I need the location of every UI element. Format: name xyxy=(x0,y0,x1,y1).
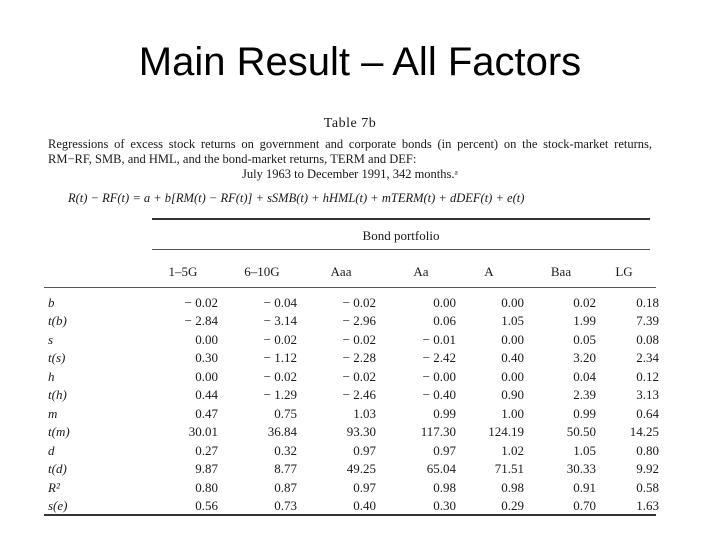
table-cell: 0.12 xyxy=(636,369,659,384)
table-cell: 0.58 xyxy=(636,480,659,495)
table-row xyxy=(44,406,659,421)
table-row xyxy=(44,312,659,328)
table-cell: 0.00 xyxy=(195,332,218,347)
table-cell: 49.25 xyxy=(346,460,376,476)
scanned-table xyxy=(44,116,659,518)
table-cell: 0.80 xyxy=(636,443,659,458)
table-cell: 0.56 xyxy=(195,497,218,513)
table-cell: 0.98 xyxy=(501,480,524,495)
table-cell: − 0.01 xyxy=(422,332,456,347)
table-cell: 0.29 xyxy=(501,497,524,513)
table-cell: 9.87 xyxy=(195,460,218,476)
row-label: m xyxy=(48,406,58,421)
caption-line: July 1963 to December 1991, 342 months.ᵃ xyxy=(242,167,458,181)
table-row xyxy=(44,423,659,439)
table-cell: 0.99 xyxy=(433,406,456,421)
table-cell: − 0.02 xyxy=(342,295,376,310)
column-header: Baa xyxy=(550,264,572,279)
table-cell: 0.40 xyxy=(353,497,376,513)
row-label: s(e) xyxy=(48,497,68,513)
table-cell: − 0.04 xyxy=(263,295,297,310)
group-rule xyxy=(152,249,650,250)
column-header: 1–5G xyxy=(168,264,198,279)
table-cell: − 2.28 xyxy=(342,349,376,365)
table-cell: 0.91 xyxy=(573,480,596,495)
table-cell: 124.19 xyxy=(488,423,524,439)
table-cell: − 0.02 xyxy=(342,332,376,347)
row-label: s xyxy=(48,332,54,347)
table-cell: 0.90 xyxy=(501,386,524,402)
table-row xyxy=(44,497,659,513)
table-cell: 7.39 xyxy=(636,312,659,328)
table-cell: 1.63 xyxy=(636,497,659,513)
column-header: 6–10G xyxy=(244,264,280,279)
table-cell: 0.18 xyxy=(636,295,659,310)
table-cell: − 0.00 xyxy=(422,369,456,384)
table-cell: 0.97 xyxy=(353,480,376,495)
table-cell: 0.02 xyxy=(573,295,596,310)
table-cell: − 2.96 xyxy=(342,312,376,328)
table-caption xyxy=(48,137,652,182)
row-label: t(h) xyxy=(48,386,67,402)
table-cell: 0.64 xyxy=(636,406,659,421)
table-cell: 0.00 xyxy=(501,332,524,347)
table-cell: 0.30 xyxy=(433,497,456,513)
table-cell: − 0.40 xyxy=(422,386,456,402)
column-header-row xyxy=(44,264,656,279)
table-cell: 1.00 xyxy=(501,406,524,421)
table-cell: 8.77 xyxy=(274,460,297,476)
column-header: LG xyxy=(615,264,633,279)
table-row xyxy=(44,460,659,476)
table-cell: 0.40 xyxy=(501,349,524,365)
table-row xyxy=(44,349,659,365)
table-row xyxy=(44,369,659,384)
table-cell: 1.03 xyxy=(353,406,376,421)
column-header: A xyxy=(484,264,494,279)
table-cell: 0.27 xyxy=(195,443,218,458)
top-rule xyxy=(152,218,650,220)
table-cell: 93.30 xyxy=(346,423,376,439)
table-cell: − 1.29 xyxy=(263,386,297,402)
table-cell: 0.97 xyxy=(433,443,456,458)
bottom-rule xyxy=(44,514,656,516)
table-cell: 3.20 xyxy=(573,349,596,365)
table-cell: 0.98 xyxy=(433,480,456,495)
table-cell: 0.47 xyxy=(195,406,218,421)
table-cell: − 2.84 xyxy=(184,312,218,328)
table-cell: 0.00 xyxy=(433,295,456,310)
table-cell: 0.97 xyxy=(353,443,376,458)
table-cell: 0.44 xyxy=(195,386,218,402)
table-cell: − 3.14 xyxy=(263,312,297,328)
table-row xyxy=(44,332,659,347)
table-cell: 9.92 xyxy=(636,460,659,476)
table-cell: 71.51 xyxy=(494,460,524,476)
table-row xyxy=(44,295,659,310)
table-cell: 0.06 xyxy=(433,312,456,328)
table-row xyxy=(44,443,659,458)
table-cell: 2.39 xyxy=(573,386,596,402)
table-cell: 3.13 xyxy=(636,386,659,402)
table-cell: 1.05 xyxy=(501,312,524,328)
table-cell: 0.00 xyxy=(195,369,218,384)
table-cell: 0.00 xyxy=(501,369,524,384)
table-cell: 30.01 xyxy=(188,423,218,439)
table-cell: − 0.02 xyxy=(342,369,376,384)
table-cell: 0.30 xyxy=(195,349,218,365)
table-cell: 1.05 xyxy=(573,443,596,458)
table-cell: 0.08 xyxy=(636,332,659,347)
column-header: Aaa xyxy=(330,264,352,279)
table-cell: − 1.12 xyxy=(263,349,297,365)
table-cell: 36.84 xyxy=(267,423,297,439)
table-cell: 1.02 xyxy=(501,443,524,458)
table-cell: 117.30 xyxy=(420,423,456,439)
row-label: t(d) xyxy=(48,460,67,476)
table-cell: 65.04 xyxy=(426,460,456,476)
table-cell: − 2.46 xyxy=(342,386,376,402)
table-row xyxy=(44,386,659,402)
table-cell: 0.75 xyxy=(274,406,297,421)
table-cell: 0.80 xyxy=(195,480,218,495)
row-label: b xyxy=(48,295,55,310)
table-row xyxy=(44,480,659,495)
table-cell: 0.00 xyxy=(501,295,524,310)
table-cell: 0.73 xyxy=(274,497,297,513)
row-label: t(s) xyxy=(48,349,66,365)
table-cell: 0.70 xyxy=(573,497,596,513)
slide-title: Main Result – All Factors xyxy=(138,40,582,84)
row-label: d xyxy=(48,443,55,458)
table-cell: − 0.02 xyxy=(184,295,218,310)
row-label: R² xyxy=(48,480,60,495)
table-cell: 50.50 xyxy=(566,423,596,439)
header-rule xyxy=(44,287,656,288)
row-label: t(b) xyxy=(48,312,67,328)
row-label: h xyxy=(48,369,55,384)
regression-equation: R(t) − RF(t) = a + b[RM(t) − RF(t)] + sSMB(t) + hHML(t) + mTERM(t) + dDEF(t) + e(t) xyxy=(68,191,525,205)
table-cell: 1.99 xyxy=(573,312,596,328)
caption-line: stock-market returns, RM−RF, SMB, and HML, and the bond-market returns, TERM and DEF: xyxy=(48,137,653,166)
table-cell: 2.34 xyxy=(636,349,659,365)
caption-line: Regressions of excess stock returns on government and corporate bonds (in percent) on the xyxy=(48,137,538,151)
row-label: t(m) xyxy=(48,423,70,439)
table-cell: 0.05 xyxy=(573,332,596,347)
table-cell: − 0.02 xyxy=(263,369,297,384)
group-header: Bond portfolio xyxy=(362,228,440,243)
table-cell: 14.25 xyxy=(629,423,659,439)
table-cell: 0.32 xyxy=(274,443,297,458)
table-cell: 0.04 xyxy=(573,369,596,384)
table-cell: − 2.42 xyxy=(422,349,456,365)
table-cell: 0.87 xyxy=(274,480,297,495)
table-cell: − 0.02 xyxy=(263,332,297,347)
table-cell: 30.33 xyxy=(566,460,596,476)
table-name: Table 7b xyxy=(323,116,377,131)
column-header: Aa xyxy=(413,264,429,279)
table-cell: 0.99 xyxy=(573,406,596,421)
